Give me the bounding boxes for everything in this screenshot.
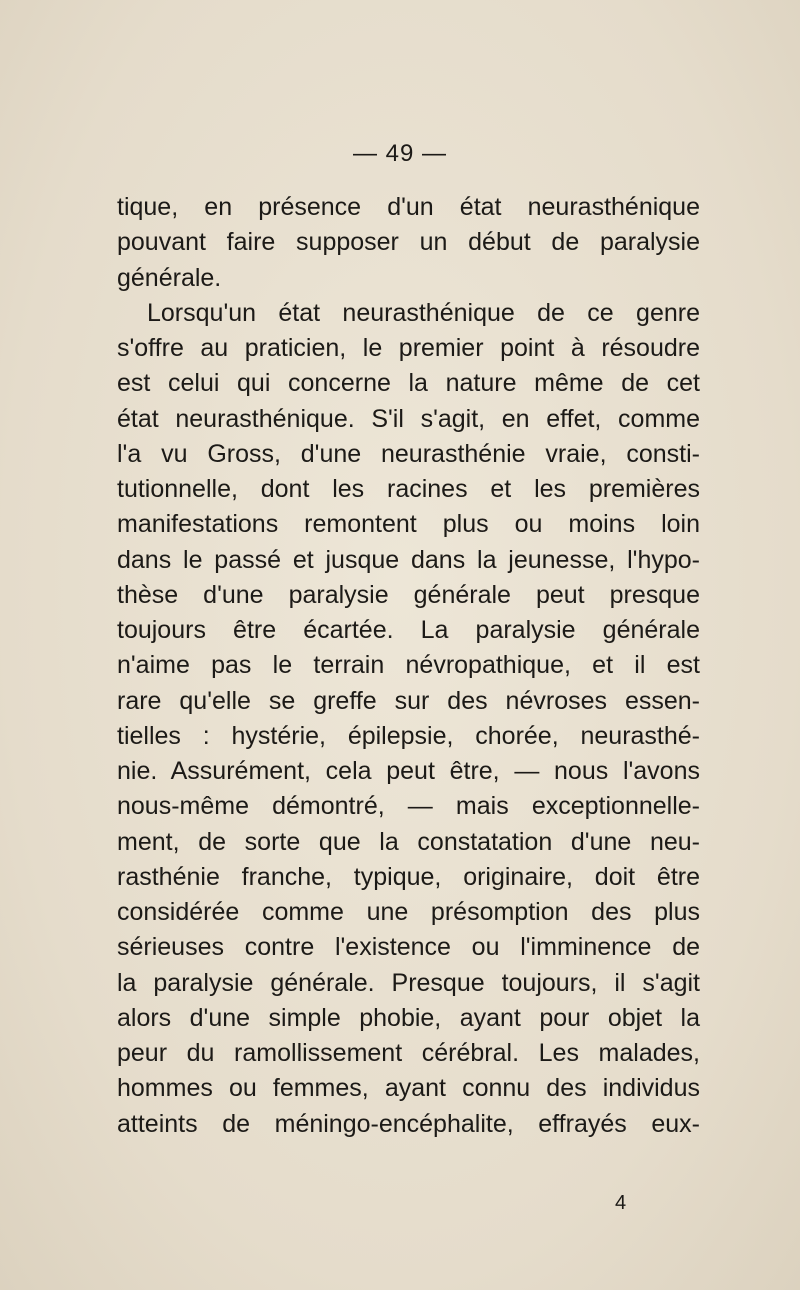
text-line: l'a vu Gross, d'une neurasthénie vraie, consti- — [117, 439, 700, 468]
text-line: hommes ou femmes, ayant connu des individus — [117, 1074, 700, 1103]
body-text — [117, 190, 700, 1142]
text-line: nie. Assurément, cela peut être, — nous l'avons — [117, 757, 700, 785]
text-line: considérée comme une présomption des plus — [117, 898, 700, 926]
text-line: manifestations remontent plus ou moins loin — [117, 510, 700, 539]
text-line: s'offre au praticien, le premier point à résoudre — [117, 334, 700, 362]
text-line: peur du ramollissement cérébral. Les malades, — [117, 1039, 700, 1067]
signature-mark: 4 — [615, 1192, 627, 1214]
text-line: pouvant faire supposer un début de paralysie — [117, 228, 700, 257]
text-line: dans le passé et jusque dans la jeunesse, l'hypo- — [117, 545, 700, 574]
text-line: est celui qui concerne la nature même de cet — [117, 369, 700, 398]
text-line: tique, en présence d'un état neurasthénique — [117, 193, 700, 221]
text-line: Lorsqu'un état neurasthénique de ce genre — [147, 298, 700, 327]
text-line: toujours être écartée. La paralysie générale — [117, 616, 700, 644]
text-line: rare qu'elle se greffe sur des névroses essen- — [117, 686, 700, 715]
text-line: générale. — [117, 263, 222, 292]
text-line: tutionnelle, dont les racines et les premières — [117, 475, 700, 503]
text-line: sérieuses contre l'existence ou l'imminence de — [117, 933, 700, 962]
text-line: rasthénie franche, typique, originaire, doit être — [117, 862, 700, 891]
text-line: ment, de sorte que la constatation d'une neu- — [117, 827, 700, 856]
text-line: alors d'une simple phobie, ayant pour objet la — [117, 1003, 700, 1032]
text-line: état neurasthénique. S'il s'agit, en effet, comme — [117, 404, 700, 433]
text-line: atteints de méningo-encéphalite, effrayés eux- — [117, 1109, 700, 1138]
text-line: thèse d'une paralysie générale peut presque — [117, 580, 700, 609]
text-line: tielles : hystérie, épilepsie, chorée, neurasthé- — [117, 721, 700, 750]
text-line: la paralysie générale. Presque toujours, il s'agit — [117, 968, 700, 997]
text-line: n'aime pas le terrain névropathique, et il est — [117, 651, 700, 680]
text-line: nous-même démontré, — mais exceptionnelle- — [117, 792, 700, 821]
page-number: — 49 — — [352, 140, 448, 167]
